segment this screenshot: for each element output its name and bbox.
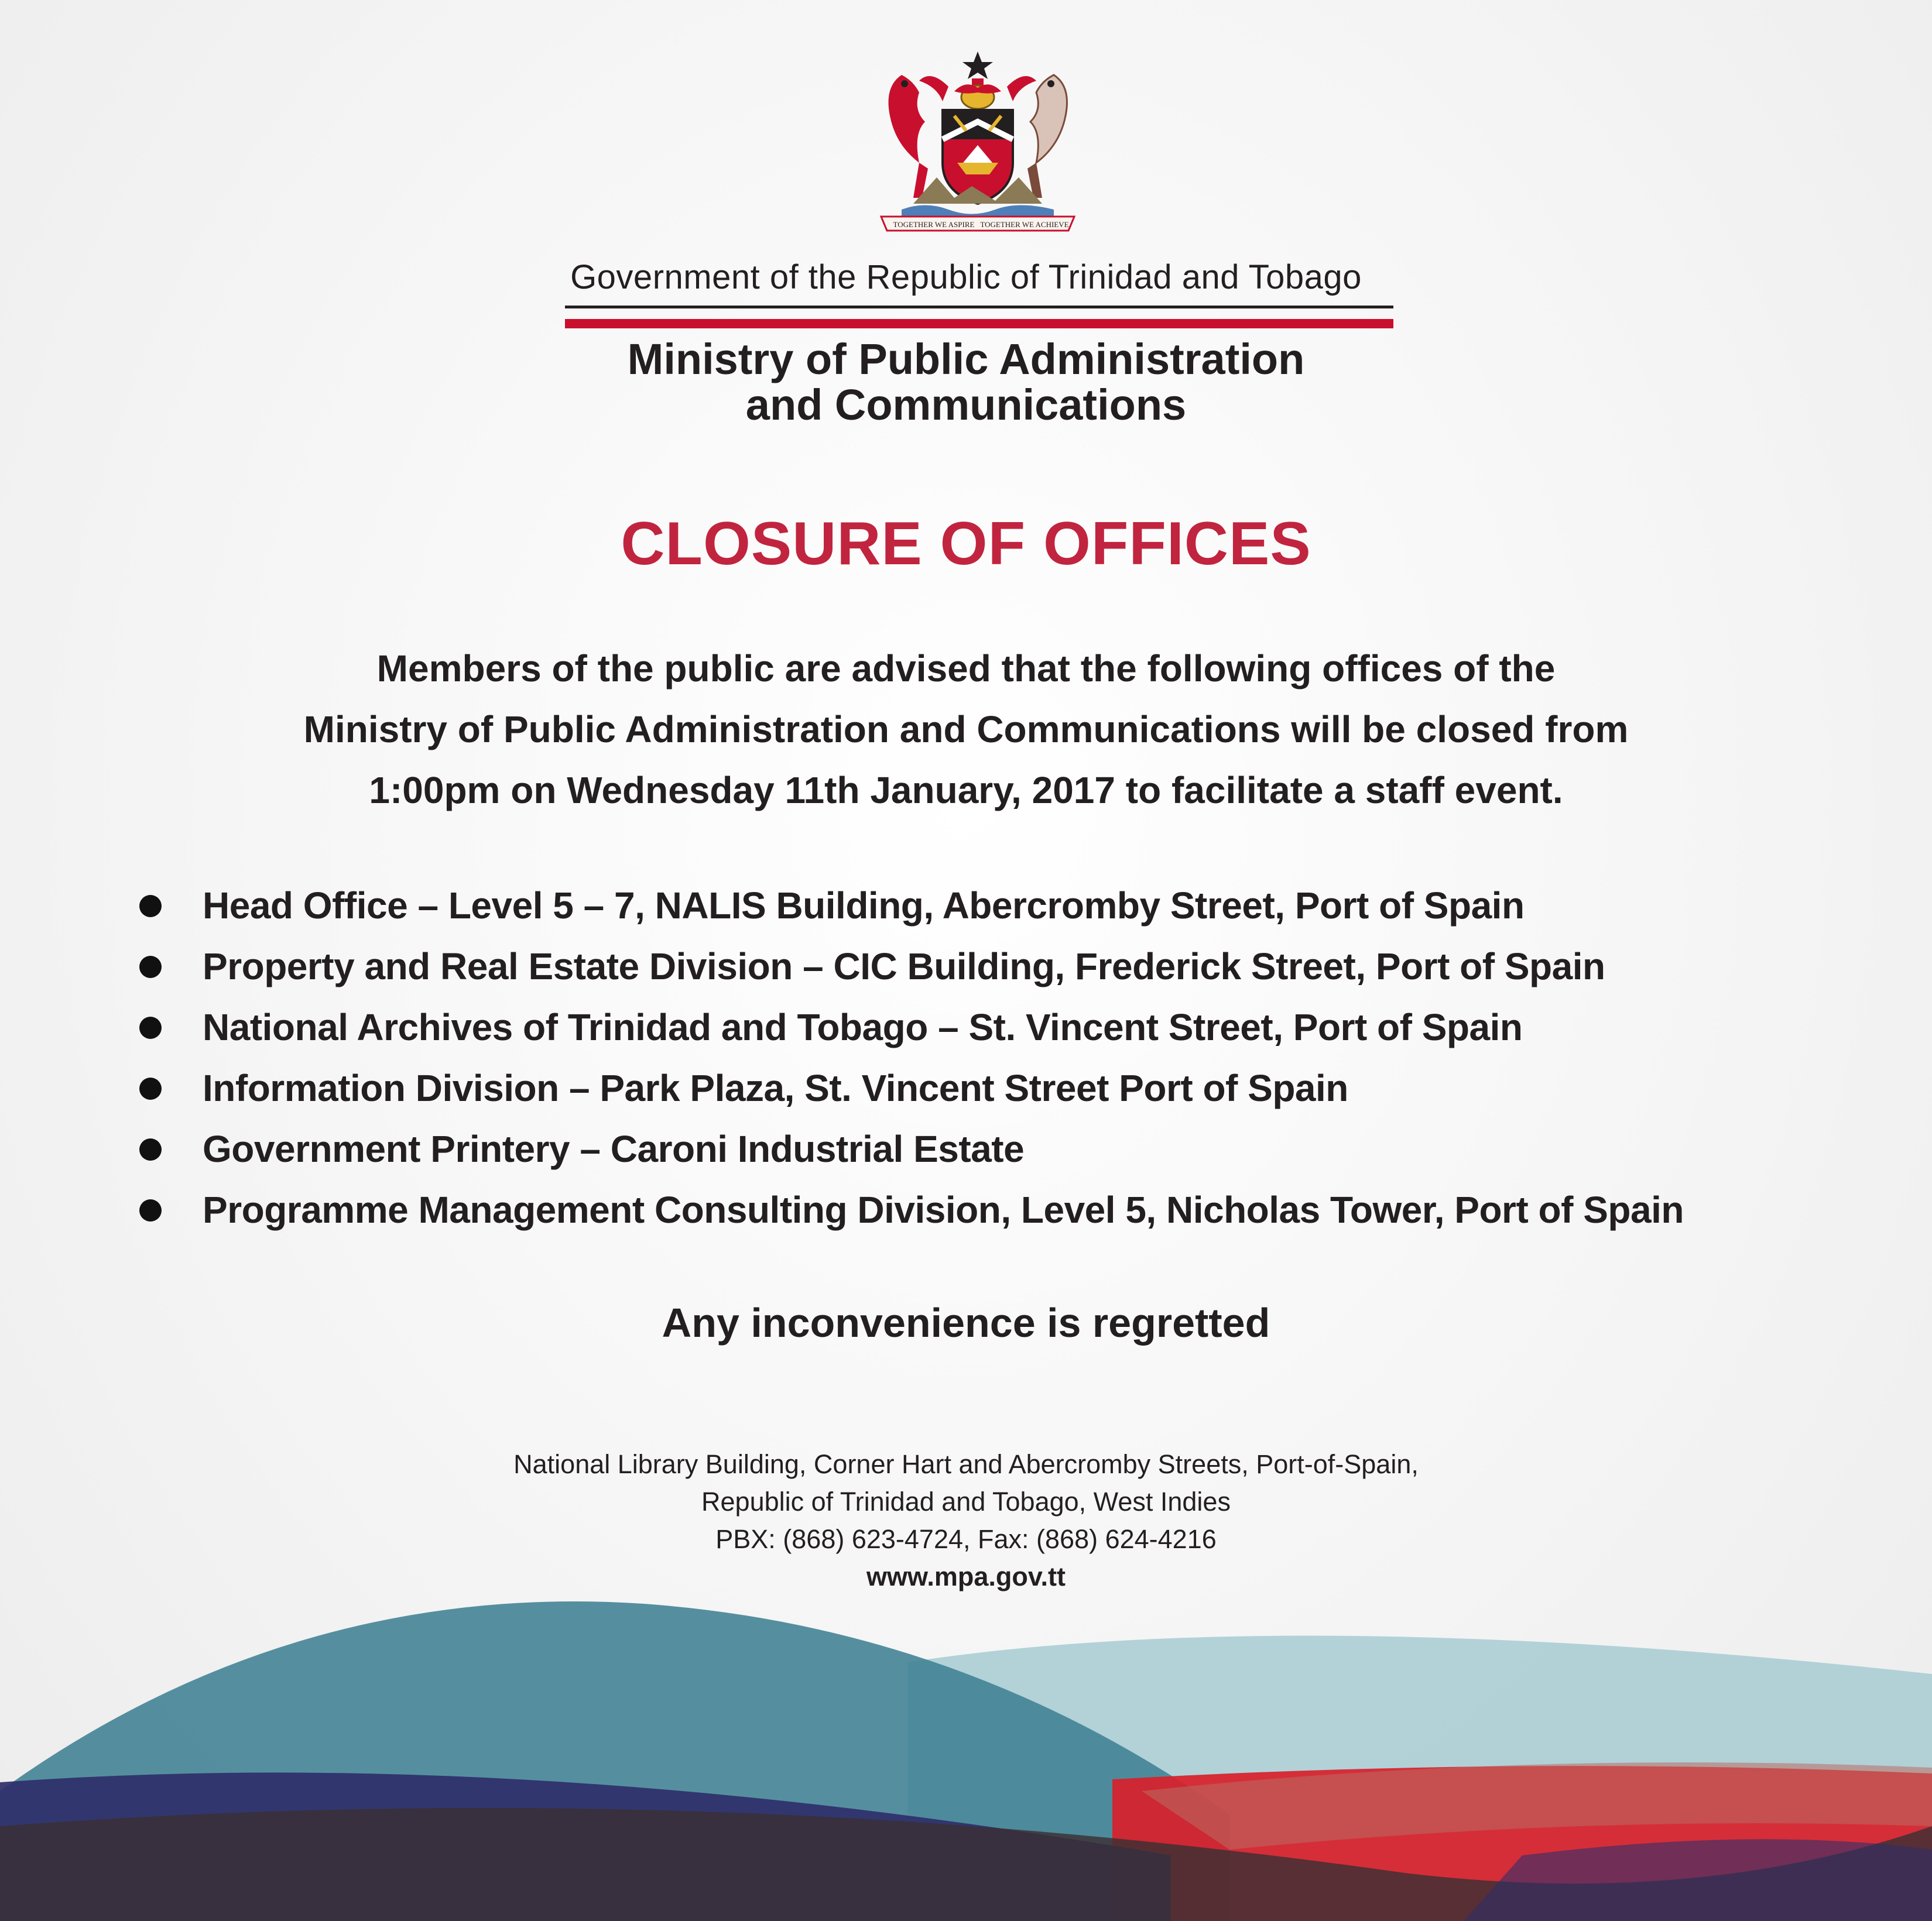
crest-motto-left: TOGETHER WE ASPIRE <box>893 220 975 229</box>
notice-title: CLOSURE OF OFFICES <box>621 510 1311 578</box>
bullet-icon <box>139 1017 162 1039</box>
bullet-icon <box>139 1078 162 1100</box>
footer-website-link[interactable]: www.mpa.gov.tt <box>866 1562 1066 1591</box>
office-text: Information Division – Park Plaza, St. Vincent Street Port of Spain <box>203 1067 1348 1109</box>
office-text: Property and Real Estate Division – CIC Building, Frederick Street, Port of Spain <box>203 945 1605 987</box>
office-list-item <box>133 1179 1831 1240</box>
bullet-icon <box>139 895 162 917</box>
bullet-icon <box>139 1199 162 1222</box>
office-text: Government Printery – Caroni Industrial Estate <box>203 1128 1025 1170</box>
ministry-name <box>0 337 1932 428</box>
ministry-line-2: and Communications <box>745 380 1187 429</box>
intro-line-3: 1:00pm on Wednesday 11th January, 2017 to facilitate a staff event. <box>369 769 1563 811</box>
bullet-icon <box>139 956 162 978</box>
notice-intro <box>176 638 1756 821</box>
office-list-item <box>133 1058 1831 1119</box>
office-list <box>133 875 1831 1240</box>
bullet-icon <box>139 1138 162 1161</box>
closing-statement: Any inconvenience is regretted <box>662 1300 1270 1346</box>
header-divider-black <box>565 306 1393 308</box>
office-text: National Archives of Trinidad and Tobago – St. Vincent Street, Port of Spain <box>203 1006 1523 1048</box>
office-text: Head Office – Level 5 – 7, NALIS Building, Abercromby Street, Port of Spain <box>203 884 1525 927</box>
ministry-line-1: Ministry of Public Administration <box>627 335 1305 383</box>
footer-address-line-1: National Library Building, Corner Hart and Abercromby Streets, Port-of-Spain, <box>513 1449 1419 1479</box>
header-divider-red <box>565 319 1393 328</box>
office-list-item <box>133 936 1831 997</box>
footer-address-line-2: Republic of Trinidad and Tobago, West Indies <box>701 1487 1231 1517</box>
decorative-waves <box>0 1580 1932 1921</box>
footer-contact <box>0 1446 1932 1596</box>
footer-phone: PBX: (868) 623-4724, Fax: (868) 624-4216 <box>715 1524 1217 1554</box>
coat-of-arms-icon <box>878 52 1077 238</box>
government-heading: Government of the Republic of Trinidad and Tobago <box>570 258 1362 296</box>
intro-line-2: Ministry of Public Administration and Communications will be closed from <box>303 708 1629 750</box>
crest-motto-right: TOGETHER WE ACHIEVE <box>980 220 1069 229</box>
office-list-item <box>133 997 1831 1058</box>
office-list-item <box>133 875 1831 936</box>
intro-line-1: Members of the public are advised that the following offices of the <box>376 647 1556 689</box>
office-text: Programme Management Consulting Division, Level 5, Nicholas Tower, Port of Spain <box>203 1189 1684 1231</box>
office-list-item <box>133 1119 1831 1179</box>
